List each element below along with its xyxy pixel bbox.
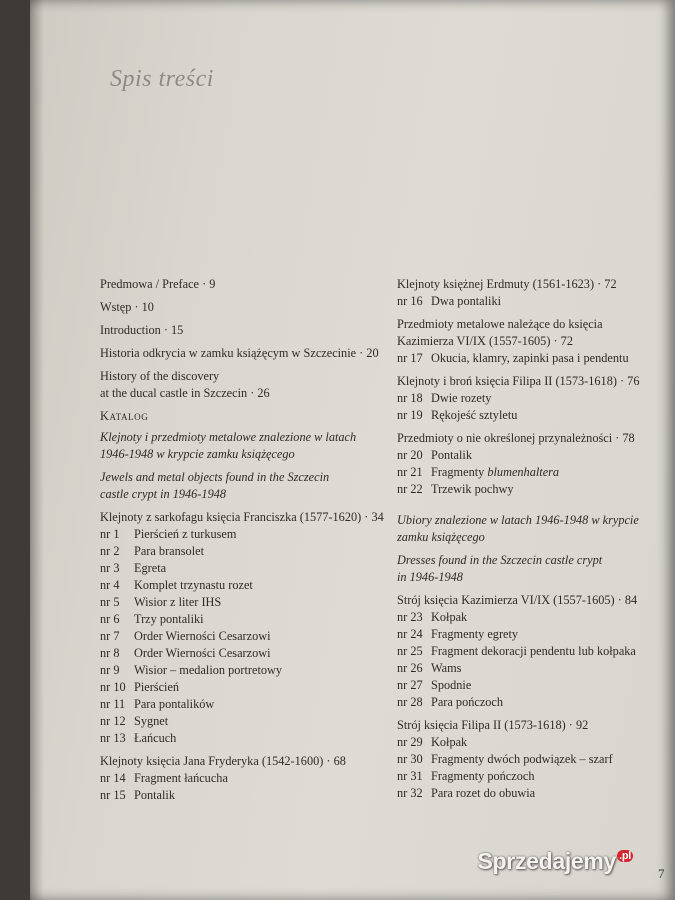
toc-group-heading: Klejnoty i broń księcia Filipa II (1573-1618) · 76 bbox=[397, 374, 640, 388]
toc-item: nr 29 Kołpak bbox=[397, 735, 468, 749]
toc-left-column bbox=[100, 276, 390, 804]
toc-item: nr 10 Pierścień bbox=[100, 680, 180, 694]
toc-entry-preface: Predmowa / Preface · 9 bbox=[100, 277, 216, 291]
toc-section-pl-line1: Ubiory znalezione w latach 1946-1948 w krypcie bbox=[397, 513, 639, 527]
toc-item: nr 28 Para pończoch bbox=[397, 695, 504, 709]
toc-entry-historia: Historia odkrycia w zamku książęcym w Szczecinie · 20 bbox=[100, 346, 379, 360]
toc-group-heading-line1: Przedmioty metalowe należące do księcia bbox=[397, 317, 603, 331]
toc-item: nr 18 Dwie rozety bbox=[397, 391, 492, 405]
toc-item: nr 14 Fragment łańcucha bbox=[100, 771, 228, 785]
toc-item: nr 16 Dwa pontaliki bbox=[397, 294, 502, 308]
toc-item: nr 7 Order Wierności Cesarzowi bbox=[100, 629, 271, 643]
toc-katalog-heading: Katalog bbox=[100, 409, 149, 423]
toc-item: nr 32 Para rozet do obuwia bbox=[397, 786, 536, 800]
toc-item: nr 5 Wisior z liter IHS bbox=[100, 595, 222, 609]
toc-entry-introduction: Introduction · 15 bbox=[100, 323, 184, 337]
toc-item: nr 4 Komplet trzynastu rozet bbox=[100, 578, 253, 592]
toc-section-en-line2: in 1946-1948 bbox=[397, 570, 463, 584]
toc-section-pl-line1: Klejnoty i przedmioty metalowe znalezione w latach bbox=[100, 430, 357, 444]
toc-item: nr 26 Wams bbox=[397, 661, 462, 675]
toc-item: nr 13 Łańcuch bbox=[100, 731, 177, 745]
toc-item: nr 2 Para bransolet bbox=[100, 544, 204, 558]
toc-item: nr 31 Fragmenty pończoch bbox=[397, 769, 535, 783]
toc-section-pl-line2: zamku książęcego bbox=[397, 530, 485, 544]
toc-entry-history-line2: at the ducal castle in Szczecin · 26 bbox=[100, 386, 270, 400]
toc-entry-history-line1: History of the discovery bbox=[100, 369, 220, 383]
book-page bbox=[30, 0, 675, 900]
toc-group-heading: Klejnoty księcia Jana Fryderyka (1542-1600) · 68 bbox=[100, 754, 346, 768]
toc-group-heading: Przedmioty o nie określonej przynależności · 78 bbox=[397, 431, 635, 445]
toc-group-heading: Klejnoty księżnej Erdmuty (1561-1623) · 72 bbox=[397, 277, 617, 291]
toc-item: nr 12 Sygnet bbox=[100, 714, 169, 728]
toc-item: nr 9 Wisior – medalion portretowy bbox=[100, 663, 283, 677]
toc-entry-wstep: Wstęp · 10 bbox=[100, 300, 154, 314]
page-title: Spis treści bbox=[110, 66, 214, 92]
toc-item: nr 3 Egreta bbox=[100, 561, 167, 575]
toc-section-en-line1: Jewels and metal objects found in the Szczecin bbox=[100, 470, 330, 484]
toc-item: nr 8 Order Wierności Cesarzowi bbox=[100, 646, 271, 660]
toc-section-en-line1: Dresses found in the Szczecin castle crypt bbox=[397, 553, 603, 567]
toc-group-heading-line2: Kazimierza VI/IX (1557-1605) · 72 bbox=[397, 334, 573, 348]
toc-group2-list bbox=[100, 770, 390, 804]
toc-item: nr 30 Fragmenty dwóch podwiązek – szarf bbox=[397, 752, 613, 766]
toc-section-pl-line2: 1946-1948 w krypcie zamku książęcego bbox=[100, 447, 295, 461]
toc-item: nr 21 Fragmenty blumenhaltera bbox=[397, 465, 560, 479]
toc-item: nr 15 Pontalik bbox=[100, 788, 175, 802]
toc-item: nr 24 Fragmenty egrety bbox=[397, 627, 519, 641]
toc-item: nr 27 Spodnie bbox=[397, 678, 472, 692]
toc-item: nr 25 Fragment dekoracji pendentu lub kołpaka bbox=[397, 644, 636, 658]
toc-group1-list bbox=[100, 526, 390, 747]
toc-item: nr 23 Kołpak bbox=[397, 610, 468, 624]
toc-item: nr 20 Pontalik bbox=[397, 448, 472, 462]
toc-item: nr 11 Para pontalików bbox=[100, 697, 215, 711]
toc-group-heading: Strój księcia Filipa II (1573-1618) · 92 bbox=[397, 718, 589, 732]
toc-right-column bbox=[397, 276, 675, 802]
sprzedajemy-watermark: Sprzedajemy $^{.pl}$ bbox=[477, 848, 631, 874]
toc-item: nr 19 Rękojeść sztyletu bbox=[397, 408, 518, 422]
toc-item: nr 1 Pierścień z turkusem bbox=[100, 527, 237, 541]
toc-item: nr 22 Trzewik pochwy bbox=[397, 482, 514, 496]
toc-section-en-line2: castle crypt in 1946-1948 bbox=[100, 487, 227, 501]
toc-item: nr 6 Trzy pontaliki bbox=[100, 612, 204, 626]
page-number: 7 bbox=[658, 866, 665, 881]
toc-group-heading: Strój księcia Kazimierza VI/IX (1557-1605) · 84 bbox=[397, 593, 638, 607]
toc-group-heading: Klejnoty z sarkofagu księcia Franciszka (1577-1620) · 34 bbox=[100, 510, 384, 524]
toc-item: nr 17 Okucia, klamry, zapinki pasa i pendentu bbox=[397, 351, 629, 365]
page-gutter-shadow bbox=[30, 0, 44, 900]
